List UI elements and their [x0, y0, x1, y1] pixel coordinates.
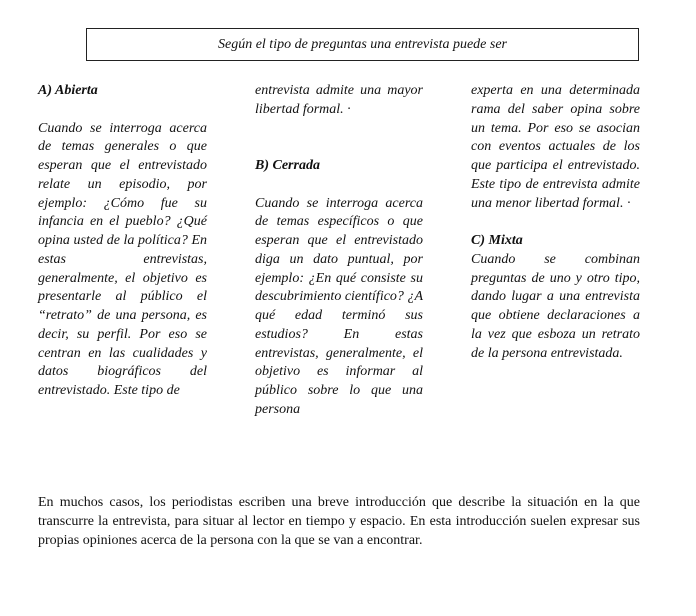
- column-1: [38, 82, 207, 401]
- column-3: [471, 82, 640, 363]
- title-box: [86, 28, 639, 61]
- section-c-heading: C) Mixta: [471, 233, 523, 248]
- spacer: [38, 101, 207, 120]
- section-a-heading: A) Abierta: [38, 83, 98, 98]
- section-b-body: Cuando se interroga acerca de temas específicos o que esperan que el entrevistado diga un dato puntual, por ejemplo: ¿En qué consiste su descubrimiento científico? ¿A qué edad terminó sus estudios? En estas entrevistas, generalmente, el objetivo es informar al público sobre lo que una persona: [255, 195, 423, 417]
- section-a-body-continued: entrevista admite una mayor libertad formal. ·: [255, 83, 423, 117]
- footer-paragraph: En muchos casos, los periodistas escriben una breve introducción que describe la situación en la que transcurre la entrevista, para situar al lector en tiempo y espacio. En esta introducción suelen expresar sus propias opiniones acerca de la persona con la que se van a encontrar.: [38, 495, 640, 548]
- column-2: [255, 82, 423, 420]
- page-title: Según el tipo de preguntas una entrevista puede ser: [217, 36, 508, 52]
- section-b-body-continued: experta en una determinada rama del saber opina sobre un tema. Por eso se asocian con eventos actuales de los que participa el entrevistado. Este tipo de entrevista admite una menor libertad formal. ·: [471, 83, 640, 211]
- section-a-body: Cuando se interroga acerca de temas generales o que esperan que el entrevistado relate un episodio, por ejemplo: ¿Cómo fue su infancia en el pueblo? ¿Qué opina usted de la política? En estas entrevistas, generalmente, el objetivo es presentarle al público el “retrato” de una persona, es decir, su perfil. Por eso se centran en las cualidades y datos biográficos del entrevistado. Este tipo de: [38, 120, 207, 398]
- spacer: [255, 176, 423, 195]
- spacer: [255, 120, 423, 158]
- spacer: [471, 213, 640, 232]
- section-b-heading: B) Cerrada: [255, 158, 320, 173]
- section-c-body: Cuando se combinan preguntas de uno y otro tipo, dando lugar a una entrevista que obtiene declaraciones a la vez que esboza un retrato de la persona entrevistada.: [471, 251, 640, 361]
